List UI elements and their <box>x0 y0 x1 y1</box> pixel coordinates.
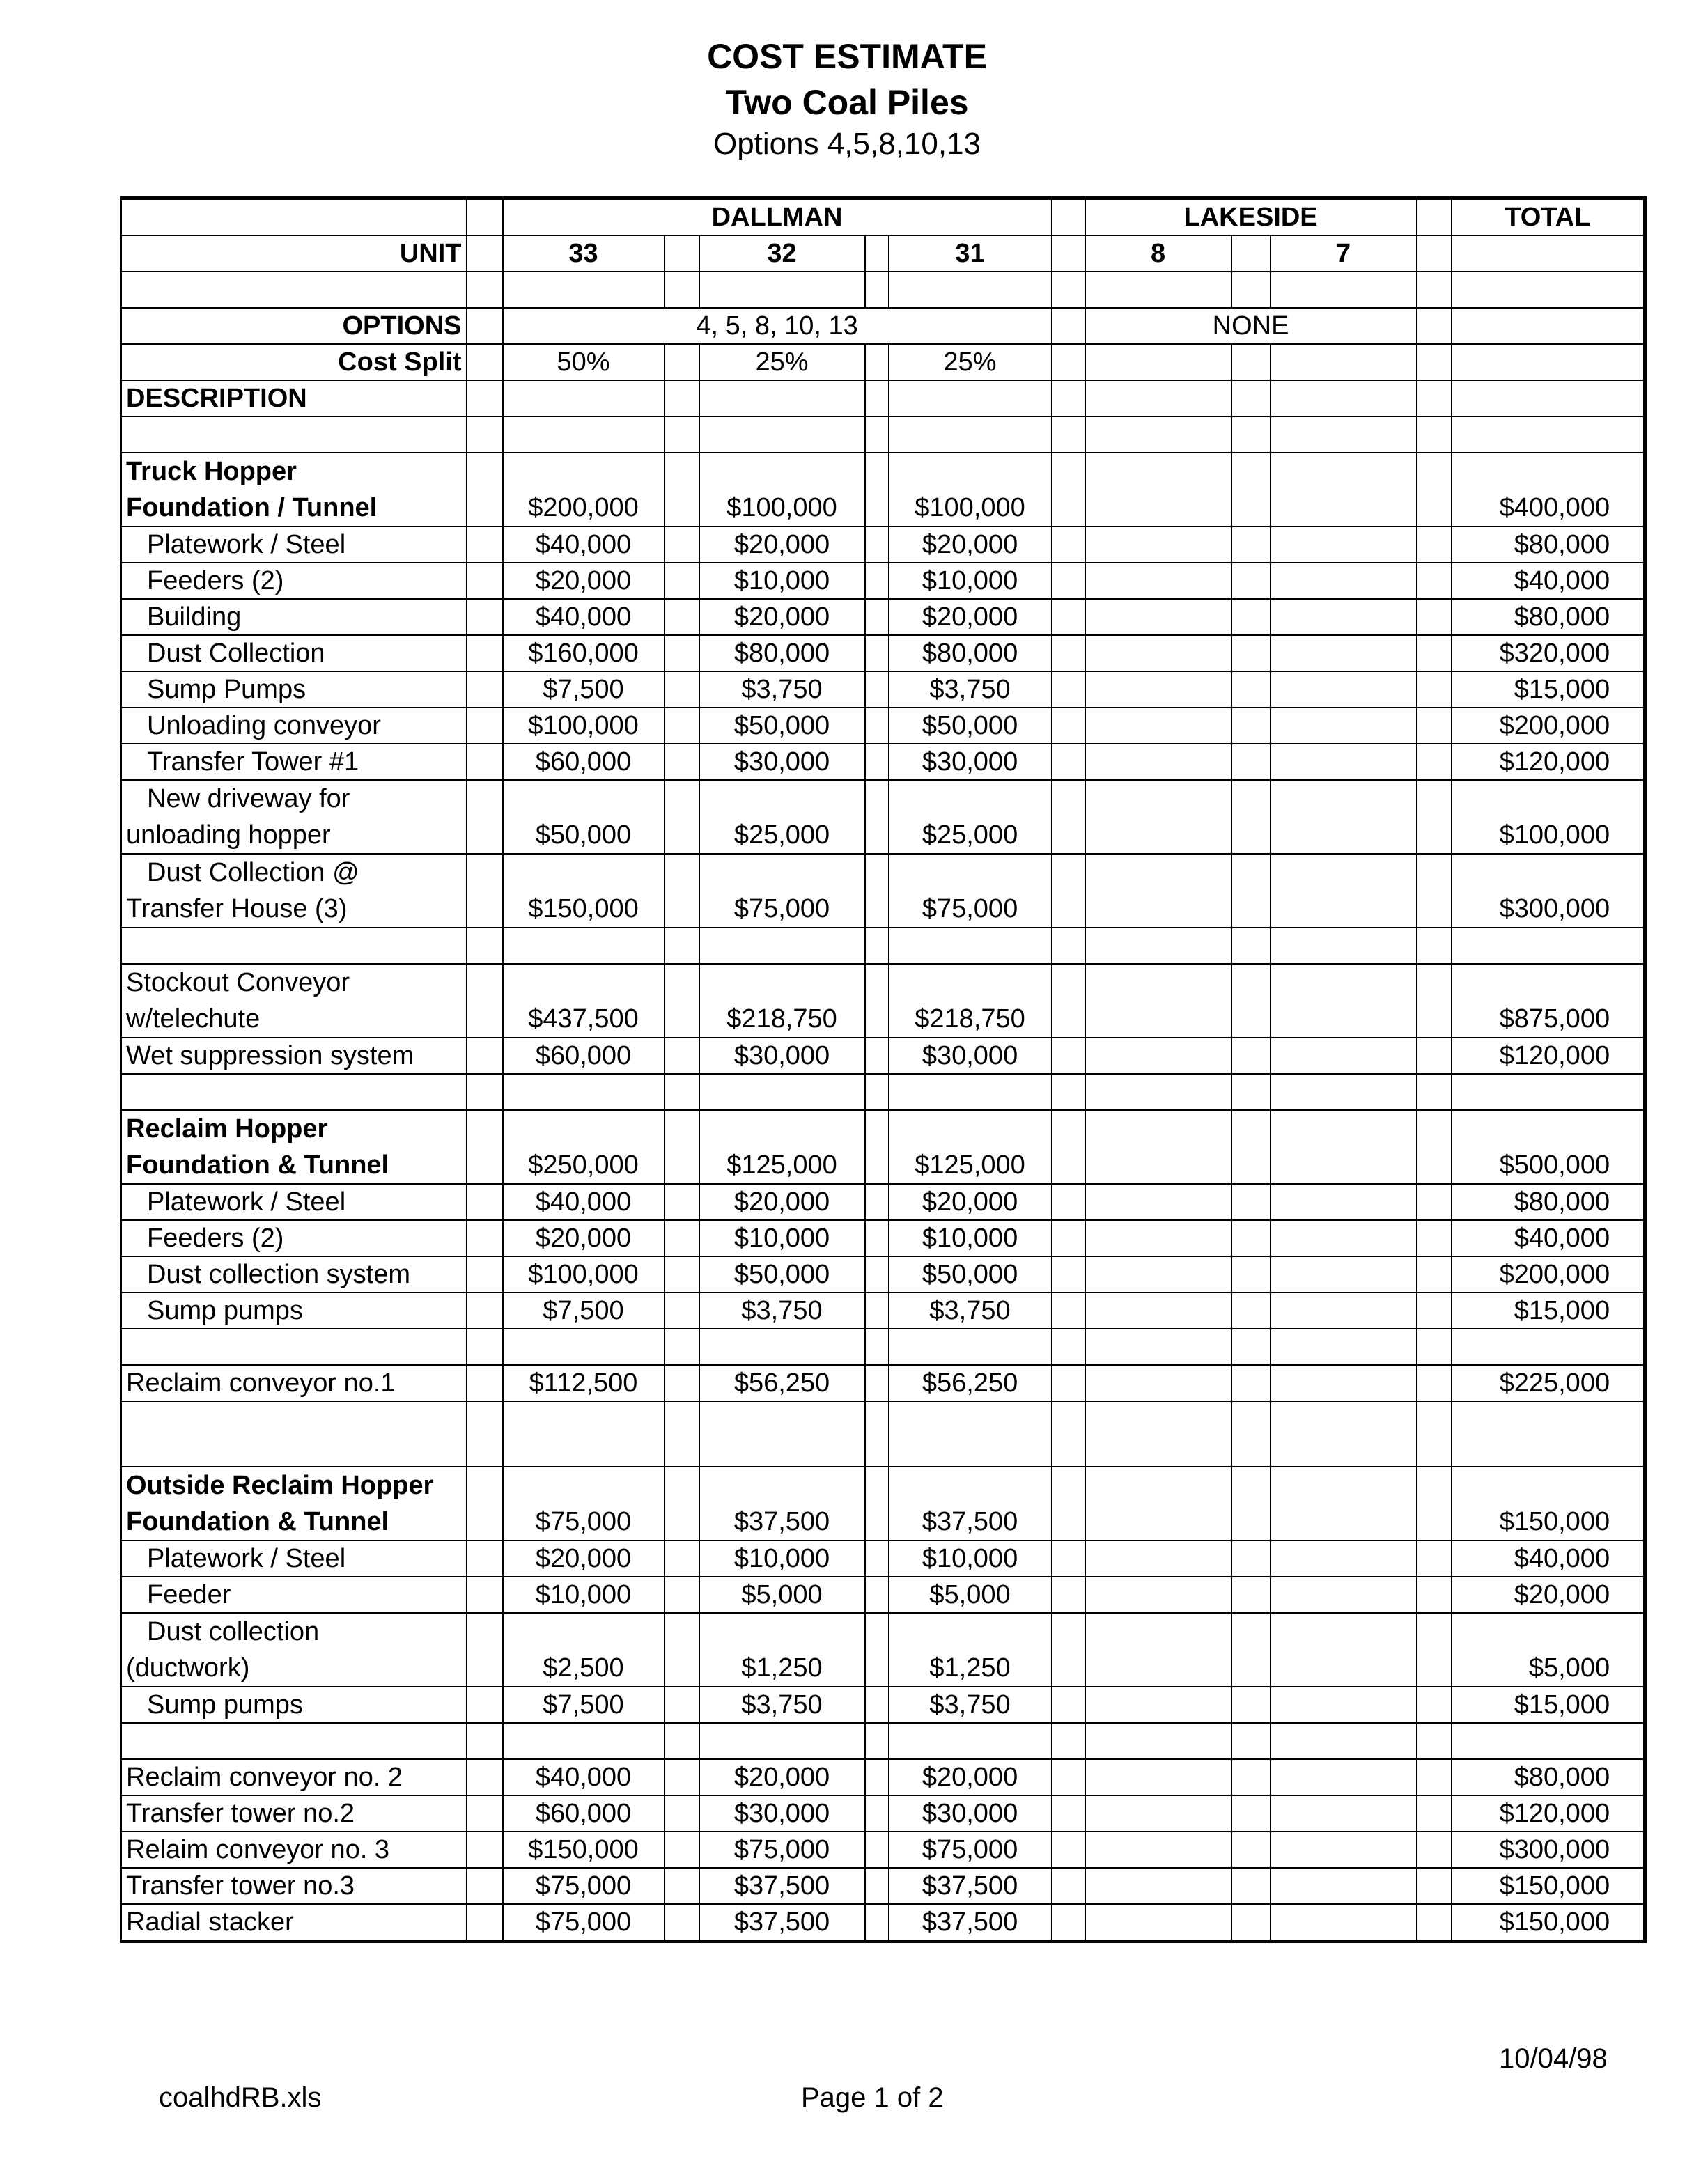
row-description <box>121 964 467 1038</box>
blank-row <box>121 928 1645 964</box>
options-row <box>121 308 1645 344</box>
description-label: DESCRIPTION <box>121 380 467 416</box>
row-description: Dust collection system <box>121 1256 467 1293</box>
row-description-line2: unloading hopper <box>126 820 331 850</box>
row-description: Reclaim conveyor no. 2 <box>121 1759 467 1795</box>
options-lakeside: NONE <box>1085 308 1417 344</box>
row-cost-32: $80,000 <box>699 635 865 671</box>
row-cost-33: $60,000 <box>503 1795 665 1832</box>
row-description: Wet suppression system <box>121 1038 467 1074</box>
row-cost-33: $10,000 <box>503 1577 665 1613</box>
row-total: $150,000 <box>1452 1904 1645 1942</box>
row-description: Feeders (2) <box>121 1220 467 1256</box>
row-total: $300,000 <box>1452 854 1645 928</box>
row-total: $40,000 <box>1452 1540 1645 1577</box>
row-cost-33: $200,000 <box>503 453 665 526</box>
options-line: Options 4,5,8,10,13 <box>713 127 981 161</box>
cost-row <box>121 671 1645 708</box>
row-description-line1: Dust Collection @ <box>147 858 359 887</box>
row-description: Sump pumps <box>121 1293 467 1329</box>
row-cost-32: $125,000 <box>699 1110 865 1184</box>
cost-row <box>121 1868 1645 1904</box>
row-cost-31: $1,250 <box>889 1613 1052 1687</box>
row-total: $80,000 <box>1452 526 1645 563</box>
row-cost-33: $150,000 <box>503 1832 665 1868</box>
row-cost-31: $10,000 <box>889 563 1052 599</box>
row-description-line1: Outside Reclaim Hopper <box>126 1471 434 1500</box>
row-cost-32: $3,750 <box>699 671 865 708</box>
row-cost-33: $20,000 <box>503 563 665 599</box>
row-cost-32: $20,000 <box>699 1184 865 1220</box>
row-cost-33: $437,500 <box>503 964 665 1038</box>
print-date: 10/04/98 <box>1499 2043 1608 2074</box>
row-description: Unloading conveyor <box>121 708 467 744</box>
cost-row <box>121 1832 1645 1868</box>
row-cost-32: $100,000 <box>699 453 865 526</box>
row-cost-33: $75,000 <box>503 1904 665 1942</box>
row-cost-32: $30,000 <box>699 744 865 780</box>
cost-row <box>121 1577 1645 1613</box>
blank-row <box>121 272 1645 308</box>
row-cost-31: $50,000 <box>889 1256 1052 1293</box>
row-total: $320,000 <box>1452 635 1645 671</box>
options-label: OPTIONS <box>121 308 467 344</box>
cost-row <box>121 1038 1645 1074</box>
row-description <box>121 780 467 854</box>
unit-8: 8 <box>1085 235 1231 272</box>
cost-row <box>121 526 1645 563</box>
row-cost-31: $37,500 <box>889 1467 1052 1540</box>
row-cost-31: $20,000 <box>889 1184 1052 1220</box>
row-cost-33: $75,000 <box>503 1467 665 1540</box>
row-cost-31: $30,000 <box>889 744 1052 780</box>
blank-row <box>121 1329 1645 1365</box>
row-cost-33: $40,000 <box>503 599 665 635</box>
row-cost-32: $20,000 <box>699 599 865 635</box>
options-dallman: 4, 5, 8, 10, 13 <box>503 308 1052 344</box>
row-description: Sump Pumps <box>121 671 467 708</box>
row-cost-31: $20,000 <box>889 599 1052 635</box>
row-total: $20,000 <box>1452 1577 1645 1613</box>
row-description-line2: Foundation & Tunnel <box>126 1507 389 1536</box>
row-total: $120,000 <box>1452 744 1645 780</box>
row-cost-31: $25,000 <box>889 780 1052 854</box>
cost-split-31: 25% <box>889 344 1052 380</box>
row-cost-31: $3,750 <box>889 1687 1052 1723</box>
row-description: Dust Collection <box>121 635 467 671</box>
row-description-line1: Stockout Conveyor <box>126 968 350 997</box>
cost-row <box>121 1184 1645 1220</box>
row-cost-33: $60,000 <box>503 744 665 780</box>
row-cost-31: $50,000 <box>889 708 1052 744</box>
row-cost-33: $75,000 <box>503 1868 665 1904</box>
cost-row <box>121 1759 1645 1795</box>
row-cost-32: $37,500 <box>699 1868 865 1904</box>
row-cost-33: $60,000 <box>503 1038 665 1074</box>
cost-split-33: 50% <box>503 344 665 380</box>
row-cost-33: $2,500 <box>503 1613 665 1687</box>
cost-row <box>121 635 1645 671</box>
cost-row <box>121 780 1645 854</box>
unit-33: 33 <box>503 235 665 272</box>
row-cost-31: $3,750 <box>889 1293 1052 1329</box>
row-description-line2: Foundation / Tunnel <box>126 493 378 522</box>
row-total: $80,000 <box>1452 1759 1645 1795</box>
row-description <box>121 1613 467 1687</box>
row-cost-33: $100,000 <box>503 1256 665 1293</box>
row-cost-33: $7,500 <box>503 1293 665 1329</box>
row-cost-31: $218,750 <box>889 964 1052 1038</box>
row-description <box>121 854 467 928</box>
row-description: Transfer tower no.2 <box>121 1795 467 1832</box>
row-cost-32: $75,000 <box>699 854 865 928</box>
unit-7: 7 <box>1270 235 1417 272</box>
row-cost-32: $56,250 <box>699 1365 865 1401</box>
row-total: $120,000 <box>1452 1795 1645 1832</box>
row-cost-32: $218,750 <box>699 964 865 1038</box>
cost-row <box>121 599 1645 635</box>
row-total: $5,000 <box>1452 1613 1645 1687</box>
row-cost-31: $100,000 <box>889 453 1052 526</box>
cost-row <box>121 1365 1645 1401</box>
row-cost-31: $3,750 <box>889 671 1052 708</box>
document-title: COST ESTIMATE <box>707 37 987 76</box>
document-subtitle: Two Coal Piles <box>725 83 969 122</box>
row-total: $80,000 <box>1452 1184 1645 1220</box>
row-cost-31: $10,000 <box>889 1540 1052 1577</box>
row-description: Transfer Tower #1 <box>121 744 467 780</box>
row-cost-32: $20,000 <box>699 1759 865 1795</box>
cost-row <box>121 744 1645 780</box>
row-cost-33: $7,500 <box>503 1687 665 1723</box>
row-cost-33: $50,000 <box>503 780 665 854</box>
row-cost-33: $40,000 <box>503 1759 665 1795</box>
row-cost-32: $10,000 <box>699 1220 865 1256</box>
row-cost-32: $25,000 <box>699 780 865 854</box>
row-description: Sump pumps <box>121 1687 467 1723</box>
row-cost-32: $37,500 <box>699 1467 865 1540</box>
row-cost-31: $5,000 <box>889 1577 1052 1613</box>
row-cost-31: $10,000 <box>889 1220 1052 1256</box>
row-cost-32: $50,000 <box>699 1256 865 1293</box>
row-total: $120,000 <box>1452 1038 1645 1074</box>
row-cost-33: $20,000 <box>503 1540 665 1577</box>
row-description-line2: Transfer House (3) <box>126 894 348 923</box>
cost-row <box>121 1220 1645 1256</box>
row-cost-33: $20,000 <box>503 1220 665 1256</box>
row-description: Transfer tower no.3 <box>121 1868 467 1904</box>
row-total: $300,000 <box>1452 1832 1645 1868</box>
cost-row <box>121 1540 1645 1577</box>
row-cost-33: $150,000 <box>503 854 665 928</box>
row-cost-31: $20,000 <box>889 1759 1052 1795</box>
group-total: TOTAL <box>1452 198 1645 236</box>
cost-row <box>121 854 1645 928</box>
group-dallman: DALLMAN <box>503 198 1052 236</box>
row-total: $80,000 <box>1452 599 1645 635</box>
row-description: Reclaim conveyor no.1 <box>121 1365 467 1401</box>
row-description-line2: w/telechute <box>126 1004 261 1034</box>
row-total: $40,000 <box>1452 563 1645 599</box>
row-cost-31: $56,250 <box>889 1365 1052 1401</box>
cost-row <box>121 1293 1645 1329</box>
unit-row <box>121 235 1645 272</box>
row-description: Building <box>121 599 467 635</box>
cost-row <box>121 1467 1645 1540</box>
unit-32: 32 <box>699 235 865 272</box>
row-cost-32: $20,000 <box>699 526 865 563</box>
row-cost-32: $37,500 <box>699 1904 865 1942</box>
row-total: $15,000 <box>1452 671 1645 708</box>
row-description: Relaim conveyor no. 3 <box>121 1832 467 1868</box>
cost-row <box>121 964 1645 1038</box>
blank-row <box>121 1723 1645 1759</box>
row-cost-31: $75,000 <box>889 1832 1052 1868</box>
row-total: $15,000 <box>1452 1687 1645 1723</box>
group-header-row <box>121 198 1645 236</box>
cost-split-32: 25% <box>699 344 865 380</box>
blank-row <box>121 1401 1645 1467</box>
row-description-line2: (ductwork) <box>126 1653 250 1683</box>
row-description: Feeders (2) <box>121 563 467 599</box>
row-total: $225,000 <box>1452 1365 1645 1401</box>
row-cost-32: $30,000 <box>699 1795 865 1832</box>
row-total: $100,000 <box>1452 780 1645 854</box>
row-total: $200,000 <box>1452 708 1645 744</box>
row-cost-31: $37,500 <box>889 1904 1052 1942</box>
row-cost-33: $40,000 <box>503 1184 665 1220</box>
row-cost-33: $100,000 <box>503 708 665 744</box>
row-cost-33: $160,000 <box>503 635 665 671</box>
row-total: $875,000 <box>1452 964 1645 1038</box>
row-cost-31: $30,000 <box>889 1038 1052 1074</box>
row-description-line1: New driveway for <box>147 784 350 813</box>
cost-row <box>121 708 1645 744</box>
row-description <box>121 1110 467 1184</box>
row-description-line1: Truck Hopper <box>126 457 297 486</box>
row-total: $15,000 <box>1452 1293 1645 1329</box>
row-cost-32: $10,000 <box>699 1540 865 1577</box>
row-cost-31: $37,500 <box>889 1868 1052 1904</box>
row-description <box>121 1467 467 1540</box>
row-cost-31: $80,000 <box>889 635 1052 671</box>
row-cost-31: $125,000 <box>889 1110 1052 1184</box>
cost-estimate-table <box>120 196 1647 1943</box>
cost-row <box>121 1795 1645 1832</box>
cost-row <box>121 1904 1645 1942</box>
row-total: $200,000 <box>1452 1256 1645 1293</box>
cost-split-label: Cost Split <box>121 344 467 380</box>
row-cost-32: $3,750 <box>699 1687 865 1723</box>
row-total: $150,000 <box>1452 1467 1645 1540</box>
row-description: Platework / Steel <box>121 1184 467 1220</box>
cost-split-row <box>121 344 1645 380</box>
row-cost-31: $75,000 <box>889 854 1052 928</box>
row-cost-31: $30,000 <box>889 1795 1052 1832</box>
unit-31: 31 <box>889 235 1052 272</box>
cost-row <box>121 1110 1645 1184</box>
row-cost-32: $75,000 <box>699 1832 865 1868</box>
page-number: Page 1 of 2 <box>801 2082 944 2113</box>
row-description: Platework / Steel <box>121 526 467 563</box>
blank-row <box>121 416 1645 453</box>
row-description-line1: Reclaim Hopper <box>126 1114 328 1144</box>
row-description-line2: Foundation & Tunnel <box>126 1150 389 1180</box>
row-total: $40,000 <box>1452 1220 1645 1256</box>
row-cost-33: $40,000 <box>503 526 665 563</box>
row-cost-32: $30,000 <box>699 1038 865 1074</box>
row-total: $400,000 <box>1452 453 1645 526</box>
row-cost-32: $50,000 <box>699 708 865 744</box>
row-description: Feeder <box>121 1577 467 1613</box>
row-total: $500,000 <box>1452 1110 1645 1184</box>
row-cost-32: $3,750 <box>699 1293 865 1329</box>
file-name: coalhdRB.xls <box>159 2082 322 2113</box>
row-description: Platework / Steel <box>121 1540 467 1577</box>
blank-row <box>121 1074 1645 1110</box>
row-total: $150,000 <box>1452 1868 1645 1904</box>
cost-row <box>121 453 1645 526</box>
cost-row <box>121 1687 1645 1723</box>
row-cost-32: $5,000 <box>699 1577 865 1613</box>
row-description <box>121 453 467 526</box>
cost-row <box>121 563 1645 599</box>
row-cost-32: $1,250 <box>699 1613 865 1687</box>
row-description: Radial stacker <box>121 1904 467 1942</box>
row-cost-33: $250,000 <box>503 1110 665 1184</box>
cost-row <box>121 1613 1645 1687</box>
group-lakeside: LAKESIDE <box>1085 198 1417 236</box>
row-description-line1: Dust collection <box>147 1617 320 1646</box>
description-header-row <box>121 380 1645 416</box>
row-cost-33: $7,500 <box>503 671 665 708</box>
row-cost-32: $10,000 <box>699 563 865 599</box>
cost-row <box>121 1256 1645 1293</box>
row-cost-33: $112,500 <box>503 1365 665 1401</box>
unit-label: UNIT <box>121 235 467 272</box>
row-cost-31: $20,000 <box>889 526 1052 563</box>
